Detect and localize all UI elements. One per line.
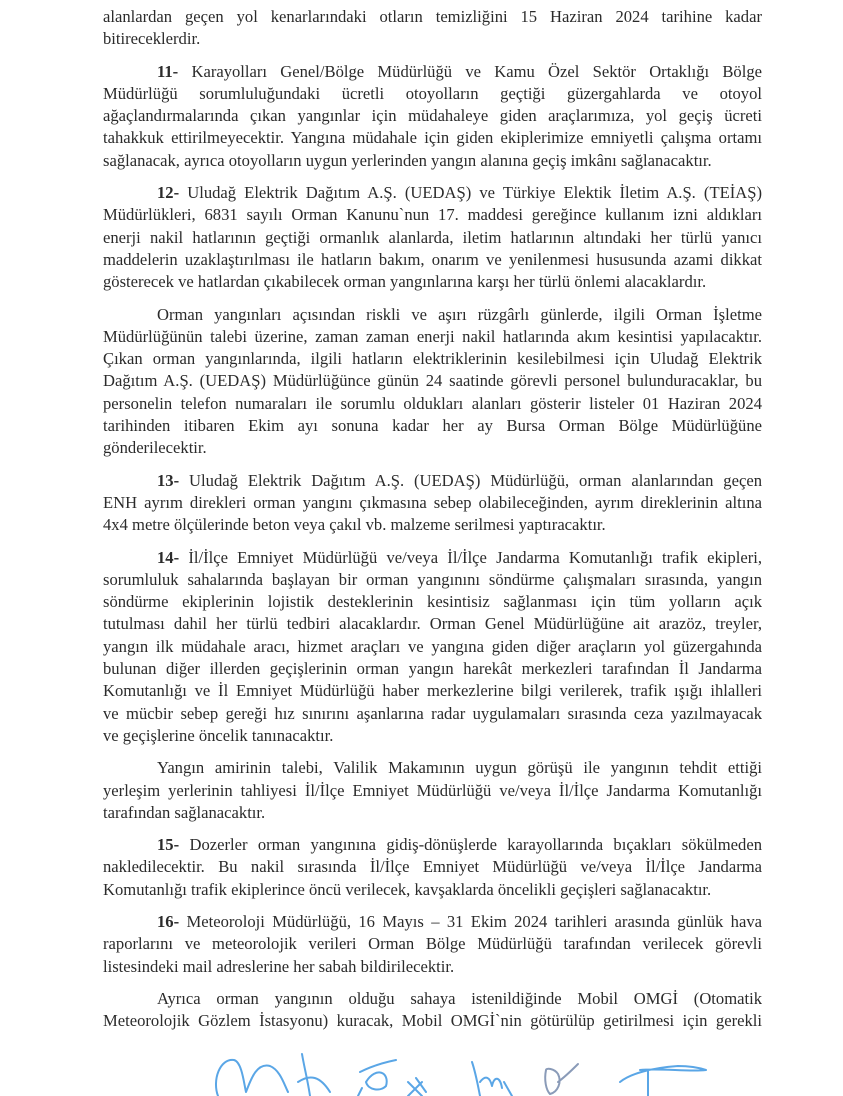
line-text: Dağıtım A.Ş. (UEDAŞ) Müdürlüğünce günün 24 saatinde görevli personel bulunduracaklar, bu [103,371,762,391]
line-text: Uludağ Elektrik Dağıtım A.Ş. (UEDAŞ) ve Türkiye Elektik İletim A.Ş. (TEİAŞ) [179,183,762,203]
text-line [103,757,762,779]
signature-3 [358,1060,396,1096]
signature-4 [408,1078,426,1096]
line-text: ve mücbir sebep gereği hız sınırını aşanlarına radar uygulamaları sırasında ceza yazılmayacak [103,703,762,723]
line-text: Uludağ Elektrik Dağıtım A.Ş. (UEDAŞ) Müdürlüğü, orman alanlarından geçen [179,470,762,490]
line-text: Meteorolojik Gözlem İstasyonu) kuracak, Mobil OMGİ`nin götürülüp getirilmesi için gerekli [103,1011,762,1031]
text-line [103,370,762,392]
paragraph-p10-end [103,6,762,51]
paragraph-p15 [103,834,762,901]
text-line [103,304,762,326]
line-text: gönderilecektir. [103,438,207,458]
paragraph-p14 [103,547,762,748]
document-page [103,6,762,1042]
text-line [103,249,762,271]
text-line [103,956,762,978]
item-number: 12- [157,183,180,203]
line-text: maddelerin uzaklaştırılması ile hatların bakım, onarım ve yenilenmesi hususunda azami dikkat [103,249,762,269]
text-line [103,127,762,149]
text-line [103,658,762,680]
line-text: personelin telefon numaraları ile sorumlu oldukları alanları gösterir listeler 01 Haziran 2024 [103,393,762,413]
text-line [103,393,762,415]
text-line [103,61,762,83]
line-text: sağlanacak, ayrıca otoyolların uygun yerlerinden yangın alanına geçiş imkânı sağlanacaktır. [103,150,712,170]
text-line [103,326,762,348]
signature-2 [298,1054,330,1096]
line-text: yangın ilk müdahale aracı, hizmet araçları ve yangına giden diğer araçların yol güzergahında [103,636,762,656]
line-text: alanlardan geçen yol kenarlarındaki otların temizliğini 15 Haziran 2024 tarihine kadar [103,7,762,26]
text-line [103,182,762,204]
text-line [103,470,762,492]
paragraph-p16 [103,911,762,978]
text-line [103,492,762,514]
paragraph-p12-b [103,304,762,460]
text-line [103,105,762,127]
paragraph-p14-b [103,757,762,824]
text-line [103,569,762,591]
line-text: Ayrıca orman yangının olduğu sahaya istenildiğinde Mobil OMGİ (Otomatik [157,988,762,1008]
line-text: listesindeki mail adreslerine her sabah bildirilecektir. [103,956,455,976]
text-line [103,348,762,370]
paragraph-p11 [103,61,762,172]
line-text: Komutanlığı trafik ekiplerince öncü verilecek, kavşaklarda öncelikli geçişleri sağlanacaktır. [103,879,712,899]
signatures-svg [190,1052,790,1096]
line-text: tarafından sağlanacaktır. [103,802,266,822]
signature-1 [216,1060,288,1096]
line-text: Müdürlüğünün talebi üzerine, zaman zaman enerji nakil hatlarında akım kesintisi yapılacaktır. [103,326,762,346]
text-line [103,613,762,635]
line-text: İl/İlçe Emniyet Müdürlüğü ve/veya İl/İlçe Jandarma Komutanlığı trafik ekipleri, [179,547,762,567]
text-line [103,1010,762,1032]
text-line [103,988,762,1010]
item-number: 13- [157,470,180,490]
line-text: Karayolları Genel/Bölge Müdürlüğü ve Kamu Özel Sektör Ortaklığı Bölge [178,61,762,81]
line-text: söndürme ekiplerinin lojistik desteklerinin kesintisiz sağlanması için tüm yolların açık [103,592,762,612]
line-text: ENH ayrım direkleri orman yangını çıkmasına sebep olabileceğinden, ayrım direklerinin altına [103,492,762,512]
line-text: tutulması dahil her türlü tedbiri alacaklardır. Orman Genel Müdürlüğüne ait arazöz, treyler, [103,614,762,634]
text-line [103,204,762,226]
paragraph-p12 [103,182,762,293]
text-line [103,834,762,856]
text-line [103,636,762,658]
text-line [103,703,762,725]
text-line [103,227,762,249]
text-line [103,437,762,459]
line-text: gösterecek ve hatlardan çıkabilecek orman yangınlarına karşı her türlü önlemi alacaklardır. [103,272,707,292]
line-text: bulunan diğer illerden geçişlerinin orman yangın harekât merkezleri tarafından İl Jandarma [103,659,762,679]
line-text: Yangın amirinin talebi, Valilik Makamının uygun görüşü ile yangının tehdit ettiği [157,758,762,778]
text-line [103,83,762,105]
text-line [103,415,762,437]
text-line [103,780,762,802]
text-line [103,514,762,536]
text-line [103,28,762,50]
paragraph-p13 [103,470,762,537]
line-text: yerleşim yerlerinin tahliyesi İl/İlçe Emniyet Müdürlüğü ve/veya İl/İlçe Jandarma Komutanlığı [103,780,762,800]
text-line [103,150,762,172]
signature-7 [620,1066,706,1096]
text-line [103,856,762,878]
item-number: 16- [157,911,180,931]
line-text: Müdürlüğü sorumluluğundaki ücretli otoyolların geçtiği güzergahlarda ve otoyol [103,83,762,103]
text-line [103,879,762,901]
item-number: 15- [157,835,180,855]
line-text: Komutanlığı ve İl Emniyet Müdürlüğü haber merkezlerine bilgi verilerek, trafik ışığı ihlalleri [103,681,762,701]
text-line [103,680,762,702]
line-text: raporlarını ve meteorolojik verileri Orman Bölge Müdürlüğü tarafından verilecek görevli [103,934,762,954]
item-number: 14- [157,547,180,567]
text-line [103,911,762,933]
line-text: Orman yangınları açısından riskli ve aşırı rüzgârlı günlerde, ilgili Orman İşletme [157,304,762,324]
signatures-row [190,1052,790,1096]
line-text: tahakkuk ettirilmeyecektir. Yangına müdahale için giden ekiplerimize emniyetli çalışma ortamı [103,128,762,148]
signature-6 [545,1064,578,1094]
line-text: ve geçişlerine öncelik tanınacaktır. [103,725,334,745]
text-line [103,6,762,28]
text-line [103,591,762,613]
line-text: tarihinden itibaren Ekim ayı sonuna kadar her ay Bursa Orman Bölge Müdürlüğüne [103,416,762,436]
text-line [103,547,762,569]
text-line [103,271,762,293]
line-text: Meteoroloji Müdürlüğü, 16 Mayıs – 31 Ekim 2024 tarihleri arasında günlük hava [179,911,762,931]
line-text: bitireceklerdir. [103,29,201,49]
line-text: Çıkan orman yangınlarında, ilgili hatların elektriklerinin kesilebilmesi için Uludağ Elektrik [103,349,762,369]
signature-5 [472,1062,512,1096]
line-text: enerji nakil hatlarının geçtiği ormanlık alanlarda, iletim hatlarının altındaki her türlü yanıcı [103,227,762,247]
line-text: Müdürlükleri, 6831 sayılı Orman Kanunu`nun 17. maddesi gereğince kullanım izni aldıkları [103,205,762,225]
line-text: 4x4 metre ölçülerinde beton veya çakıl vb. malzeme serilmesi yaptıracaktır. [103,515,606,535]
line-text: sorumluluk sahalarında başlayan bir orman yangınını söndürme çalışmaları sırasında, yangın [103,569,762,589]
text-line [103,802,762,824]
line-text: nakledilecektir. Bu nakil sırasında İl/İlçe Emniyet Müdürlüğü ve/veya İl/İlçe Jandarma [103,857,762,877]
text-line [103,725,762,747]
paragraph-p16-b [103,988,762,1033]
line-text: Dozerler orman yangınına gidiş-dönüşlerde karayollarında bıçakları sökülmeden [179,835,762,855]
text-line [103,933,762,955]
line-text: ağaçlandırmalarında çıkan yangınlar için müdahaleye giden araçlarımıza, yol geçiş ücreti [103,106,762,126]
item-number: 11- [157,61,179,81]
